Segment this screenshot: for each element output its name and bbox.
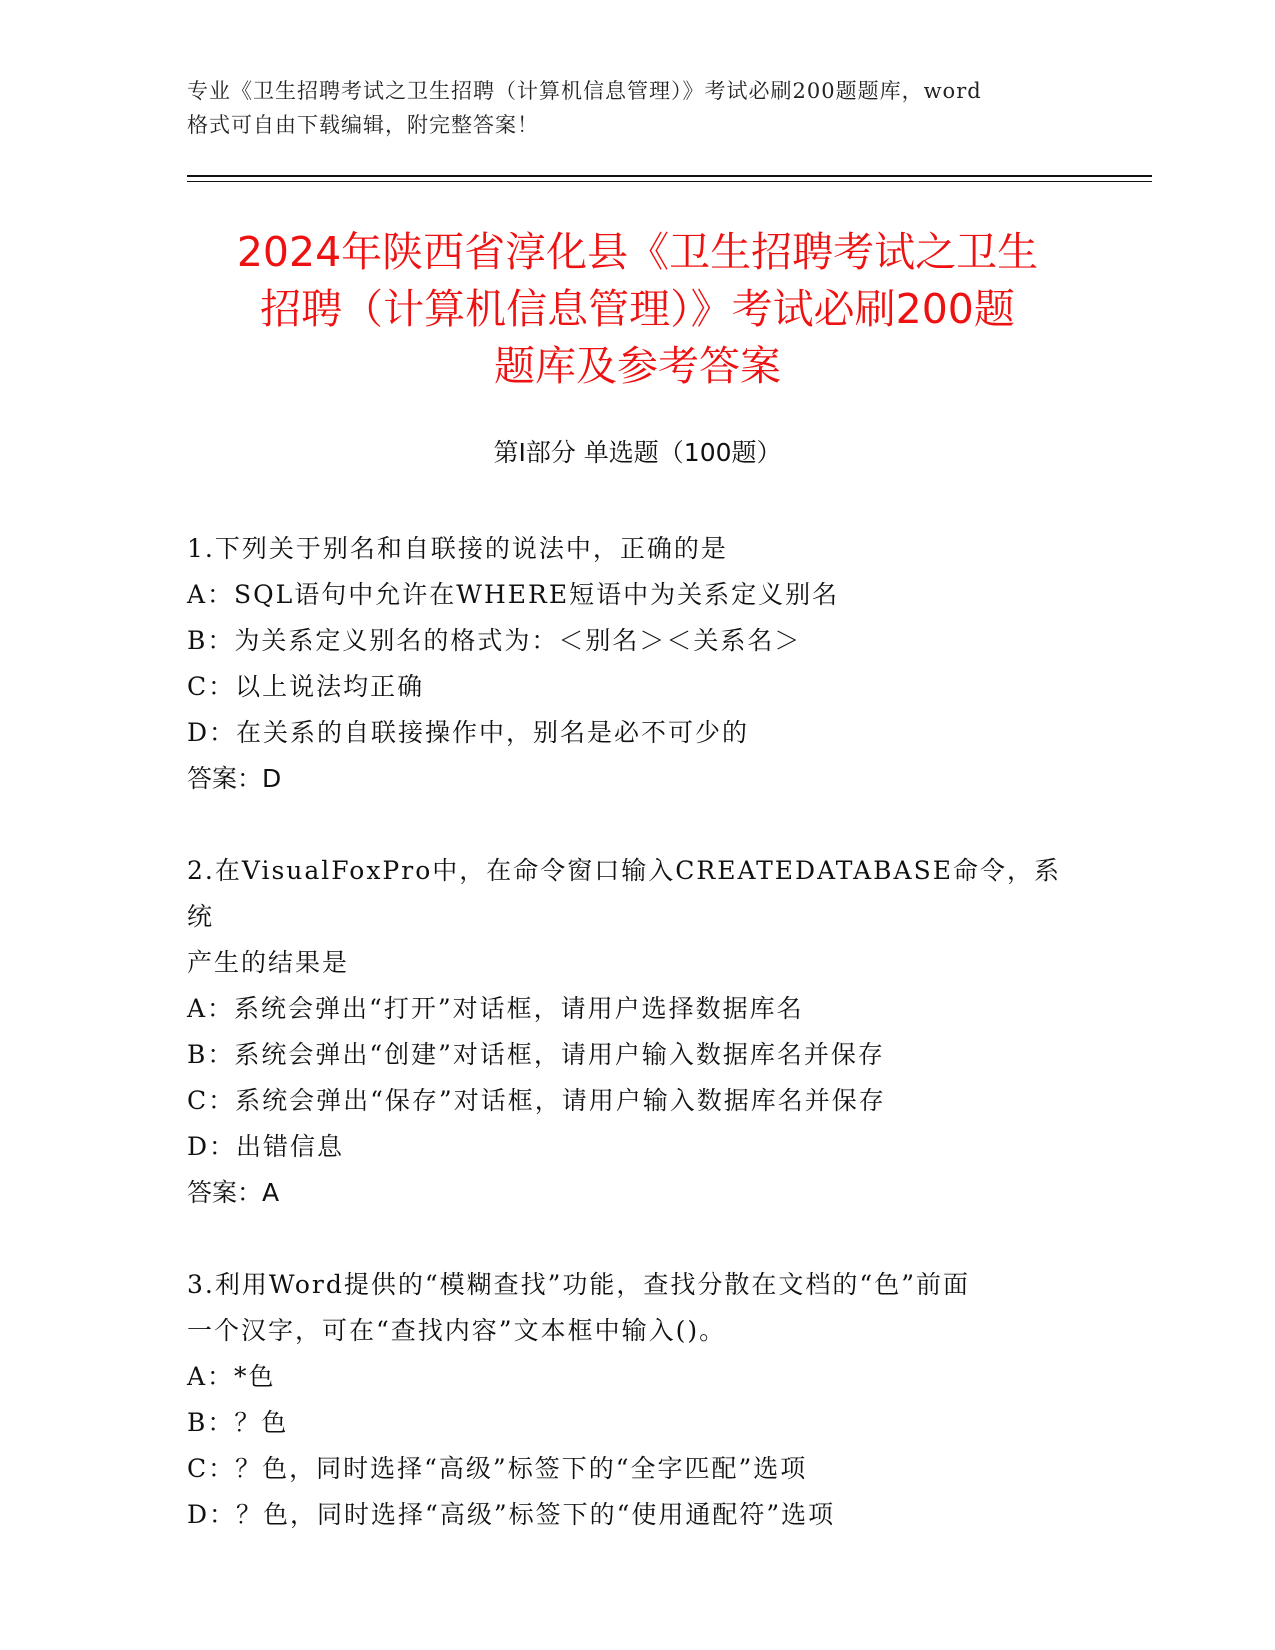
option-d: D：在关系的自联接操作中，别名是必不可少的 xyxy=(187,718,750,747)
header-note-line-2: 格式可自由下载编辑，附完整答案！ xyxy=(187,113,539,137)
answer-line: 答案：A xyxy=(187,1178,280,1207)
question-stem-continued: 产生的结果是 xyxy=(187,948,350,977)
option-a: A：*色 xyxy=(187,1362,276,1391)
question-2 xyxy=(187,848,1087,1216)
option-d: D：？色，同时选择“高级”标签下的“使用通配符”选项 xyxy=(187,1500,836,1529)
question-stem-continued: 一个汉字，可在“查找内容”文本框中输入()。 xyxy=(187,1316,727,1345)
question-1 xyxy=(187,526,1087,802)
title-line-1: 2024年陕西省淳化县《卫生招聘考试之卫生 xyxy=(236,228,1039,276)
question-stem: 3.利用Word提供的“模糊查找”功能，查找分散在文档的“色”前面 xyxy=(187,1270,970,1299)
header-note xyxy=(187,74,1087,142)
option-d: D：出错信息 xyxy=(187,1132,345,1161)
document-title xyxy=(180,224,1095,395)
header-divider-thick xyxy=(187,175,1152,177)
option-c: C：？色，同时选择“高级”标签下的“全字匹配”选项 xyxy=(187,1454,808,1483)
question-3 xyxy=(187,1262,1087,1538)
question-stem: 1.下列关于别名和自联接的说法中，正确的是 xyxy=(187,534,728,563)
option-b: B：？色 xyxy=(187,1408,289,1437)
title-line-2: 招聘（计算机信息管理）》考试必刷200题 xyxy=(260,285,1015,333)
header-divider-thin xyxy=(187,181,1152,182)
option-b: B：系统会弹出“创建”对话框，请用户输入数据库名并保存 xyxy=(187,1040,885,1069)
question-list xyxy=(187,526,1087,1584)
section-heading: 第Ⅰ部分 单选题（100题） xyxy=(493,438,782,467)
option-a: A：SQL语句中允许在WHERE短语中为关系定义别名 xyxy=(187,580,840,609)
option-a: A：系统会弹出“打开”对话框，请用户选择数据库名 xyxy=(187,994,804,1023)
header-note-line-1: 专业《卫生招聘考试之卫生招聘（计算机信息管理）》考试必刷200题题库，word xyxy=(187,79,982,103)
question-stem: 2.在VisualFoxPro中，在命令窗口输入CREATEDATABASE命令，系统 xyxy=(187,856,1061,931)
option-b: B：为关系定义别名的格式为：＜别名＞＜关系名＞ xyxy=(187,626,802,655)
title-line-3: 题库及参考答案 xyxy=(494,342,781,390)
answer-line: 答案：D xyxy=(187,764,282,793)
option-c: C：以上说法均正确 xyxy=(187,672,425,701)
option-c: C：系统会弹出“保存”对话框，请用户输入数据库名并保存 xyxy=(187,1086,886,1115)
